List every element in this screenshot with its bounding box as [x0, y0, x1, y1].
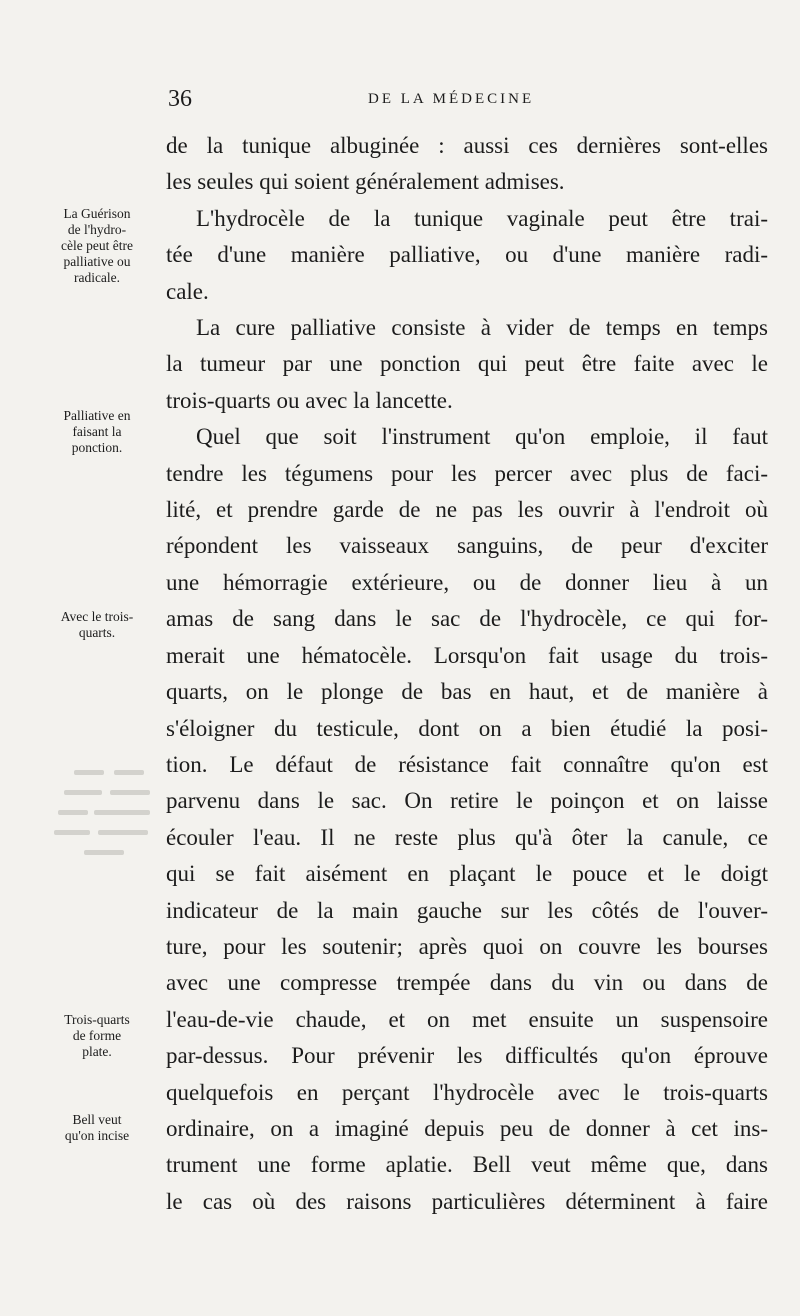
body-line: trument une forme aplatie. Bell veut même que, dans: [166, 1152, 768, 1178]
body-line: ture, pour les soutenir; après quoi on couvre les bourses: [166, 933, 768, 959]
body-line: L'hydrocèle de la tunique vaginale peut être trai-: [196, 205, 768, 231]
margin-note-line: Palliative en: [63, 408, 131, 423]
body-line: avec une compresse trempée dans du vin ou dans de: [166, 970, 768, 996]
page-header: [168, 86, 768, 120]
body-line: quarts, on le plonge de bas en haut, et de manière à: [166, 679, 768, 705]
body-line: trois-quarts ou avec la lancette.: [166, 387, 453, 413]
margin-note-trois-quarts: [38, 609, 156, 641]
body-line: une hémorragie extérieure, ou de donner lieu à un: [166, 569, 768, 595]
body-line: La cure palliative consiste à vider de temps en temps: [196, 315, 768, 341]
show-through-smudge: [44, 760, 164, 870]
body-line: tée d'une manière palliative, ou d'une manière radi-: [166, 242, 768, 268]
margin-note-line: Bell veut: [72, 1112, 122, 1127]
margin-note-forme-plate: [38, 1012, 156, 1060]
margin-note-line: Avec le trois-: [60, 609, 134, 624]
margin-note-line: ponction.: [71, 440, 123, 455]
body-line: les seules qui soient généralement admises.: [166, 169, 565, 195]
margin-note-line: qu'on incise: [64, 1128, 130, 1143]
margin-note-line: Trois-quarts: [64, 1012, 130, 1027]
body-line: quelquefois en perçant l'hydrocèle avec le trois-quarts: [166, 1079, 768, 1105]
body-text: [166, 128, 768, 1220]
body-line: merait une hématocèle. Lorsqu'on fait usage du trois-: [166, 642, 768, 668]
margin-note-line: faisant la: [72, 424, 122, 439]
margin-note-line: plate.: [82, 1044, 112, 1059]
body-line: tion. Le défaut de résistance fait connaître qu'on est: [166, 751, 768, 777]
margin-note-line: de l'hydro-: [67, 222, 127, 237]
body-line: cale.: [166, 278, 209, 304]
body-line: répondent les vaisseaux sanguins, de peur d'exciter: [166, 533, 768, 559]
body-line: qui se fait aisément en plaçant le pouce et le doigt: [166, 861, 768, 887]
margin-note-palliative: [38, 408, 156, 456]
margin-note-line: de forme: [72, 1028, 122, 1043]
margin-note-bell: [38, 1112, 156, 1144]
body-line: parvenu dans le sac. On retire le poinçon et on laisse: [166, 788, 768, 814]
body-line: ordinaire, on a imaginé depuis peu de donner à cet ins-: [166, 1115, 768, 1141]
body-line: indicateur de la main gauche sur les côtés de l'ouver-: [166, 897, 768, 923]
body-line: de la tunique albuginée : aussi ces dernières sont-elles: [166, 133, 768, 158]
body-line: la tumeur par une ponction qui peut être faite avec le: [166, 351, 768, 377]
body-line: Quel que soit l'instrument qu'on emploie, il faut: [196, 424, 768, 450]
body-line: écouler l'eau. Il ne reste plus qu'à ôter la canule, ce: [166, 824, 768, 850]
margin-note-line: cèle peut être: [61, 238, 133, 253]
margin-note-line: La Guérison: [63, 206, 131, 221]
body-line: tendre les tégumens pour les percer avec plus de faci-: [166, 460, 768, 486]
body-line: lité, et prendre garde de ne pas les ouvrir à l'endroit où: [166, 497, 768, 523]
margin-note-line: palliative ou: [63, 254, 131, 269]
body-line: par-dessus. Pour prévenir les difficultés qu'on éprouve: [166, 1043, 768, 1069]
body-line: s'éloigner du testicule, dont on a bien étudié la posi-: [166, 715, 768, 741]
page-number: 36: [168, 86, 192, 112]
body-line: l'eau-de-vie chaude, et on met ensuite un suspensoire: [166, 1006, 768, 1032]
margin-note-line: radicale.: [73, 270, 121, 285]
running-head: DE LA MÉDECINE: [368, 91, 535, 107]
body-line: le cas où des raisons particulières déterminent à faire: [166, 1188, 768, 1214]
body-line: amas de sang dans le sac de l'hydrocèle, ce qui for-: [166, 606, 768, 632]
margin-note-guerison: [38, 206, 156, 286]
margin-note-line: quarts.: [78, 625, 116, 640]
